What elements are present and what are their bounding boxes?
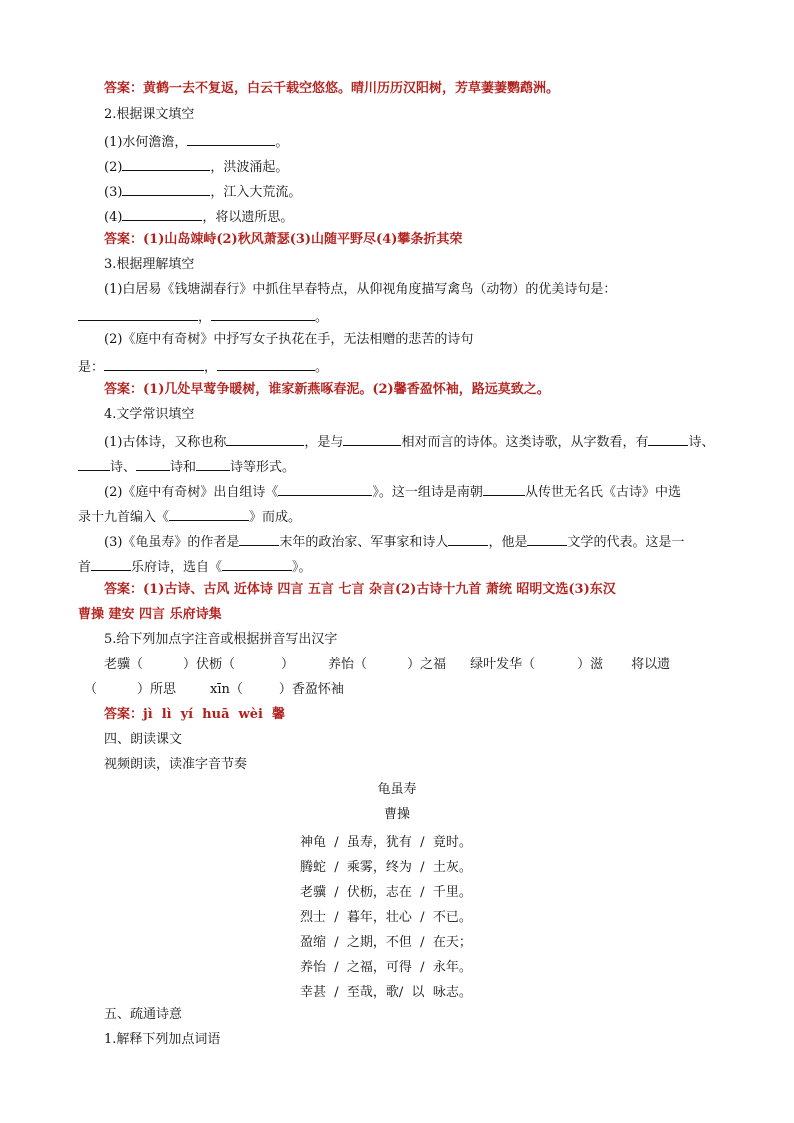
text: 录十九首编入《: [78, 510, 170, 525]
text: （: [84, 682, 98, 697]
q2-title: 2.根据课文填空: [104, 107, 195, 122]
section-4-subtitle: 视频朗读，读准字音节奏: [104, 757, 248, 772]
text: (2)《庭中有奇树》出自组诗《: [104, 485, 279, 500]
text: 老骥（: [104, 657, 144, 672]
text: 文学的代表。这是一: [567, 535, 685, 550]
q4-line-4: [78, 506, 301, 527]
section-4-title: 四、朗读课文: [104, 732, 183, 747]
fill-blank[interactable]: [187, 131, 275, 146]
text: ）所思: [137, 682, 177, 697]
prefix: 是：: [78, 360, 105, 375]
period: 。: [315, 360, 329, 375]
fill-blank[interactable]: [527, 531, 567, 546]
text: 》。这一组诗是南朝: [372, 485, 483, 500]
q4-answer-line-1: 答案：(1)古诗、古风 近体诗 四言 五言 七言 杂言(2)古诗十九首 萧统 昭明文选(3)东汉: [104, 582, 616, 597]
fill-blank[interactable]: [122, 156, 210, 171]
answer-huanghelou: 答案：黄鹤一去不复返，白云千载空悠悠。晴川历历汉阳树，芳草萋萋鹦鹉洲。: [104, 81, 560, 96]
q2-item-3-prefix: (3): [104, 185, 123, 200]
text: 绿叶发华（: [470, 657, 536, 672]
poem-line-7: 幸甚 / 至哉，歌/ 以 咏志。: [300, 985, 472, 1000]
text: 诗等形式。: [230, 460, 296, 475]
text: 将以遗: [631, 657, 671, 672]
fill-blank[interactable]: [122, 181, 210, 196]
q5-title: 5.给下列加点字注音或根据拼音写出汉字: [104, 632, 338, 647]
q5-line-1: [104, 656, 670, 674]
q3-answer: 答案：(1)几处早莺争暖树，谁家新燕啄春泥。(2)馨香盈怀袖，路远莫致之。: [104, 382, 550, 397]
q4-line-6: [78, 556, 312, 577]
q2-item-3-suffix: ，江入大荒流。: [210, 185, 302, 200]
fill-blank[interactable]: [169, 506, 249, 521]
fill-blank[interactable]: [239, 531, 279, 546]
fill-blank[interactable]: [136, 456, 170, 471]
q4-line-2: [78, 456, 295, 477]
fill-blank[interactable]: [343, 431, 401, 446]
fill-blank[interactable]: [448, 531, 488, 546]
q3-item-1-blanks: [78, 306, 328, 327]
text: ）香盈怀袖: [278, 682, 344, 697]
q3-item-2: (2)《庭中有奇树》中抒写女子执花在手，无法相赠的悲苦的诗句: [104, 332, 474, 347]
text: ）: [281, 657, 295, 672]
poem-line-4: 烈士 / 暮年，壮心 / 不已。: [300, 910, 472, 925]
q4-line-3: [104, 481, 681, 502]
text: 从传世无名氏《古诗》中选: [524, 485, 681, 500]
fill-blank[interactable]: [122, 206, 202, 221]
q2-item-4-suffix: ，将以遗所思。: [202, 210, 294, 225]
fill-blank[interactable]: [226, 431, 304, 446]
q2-item-1-suffix: 。: [275, 135, 289, 150]
text: 末年的政治家、军事家和诗人: [279, 535, 449, 550]
text: ，他是: [488, 535, 528, 550]
q2-answer: 答案：(1)山岛竦峙(2)秋风萧瑟(3)山随平野尽(4)攀条折其荣: [104, 232, 463, 247]
separator: ，: [198, 310, 212, 325]
fill-blank[interactable]: [211, 306, 315, 321]
fill-blank[interactable]: [222, 556, 292, 571]
q2-item-1: [104, 131, 288, 152]
section-5-title: 五、疏通诗意: [104, 1007, 183, 1022]
separator: ，: [204, 360, 218, 375]
poem-line-3: 老骥 / 伏枥，志在 / 千里。: [300, 885, 472, 900]
q3-title: 3.根据理解填空: [104, 257, 195, 272]
text: 养怡（: [328, 657, 368, 672]
text: ）滋: [577, 657, 604, 672]
poem-line-6: 养怡 / 之福，可得 / 永年。: [300, 960, 472, 975]
q2-item-2-prefix: (2): [104, 160, 123, 175]
poem-author: 曹操: [383, 807, 410, 822]
q2-item-4: [104, 206, 293, 227]
q2-item-2-suffix: ，洪波涌起。: [210, 160, 289, 175]
q2-item-2: [104, 156, 288, 177]
fill-blank[interactable]: [217, 356, 315, 371]
q5-answer: 答案：jì lì yí huā wèi 馨: [104, 707, 285, 722]
text: 相对而言的诗体。这类诗歌，从字数看，有: [401, 435, 649, 450]
text: ，是与: [304, 435, 344, 450]
text: ）之福: [407, 657, 447, 672]
text: 》而成。: [249, 510, 302, 525]
q2-item-3: [104, 181, 301, 202]
text: (3)《龟虽寿》的作者是: [104, 535, 240, 550]
text: ）伏枥（: [183, 657, 236, 672]
fill-blank[interactable]: [483, 481, 525, 496]
poem-line-1: 神龟 / 虽寿，犹有 / 竟时。: [300, 835, 472, 850]
text: 诗、: [110, 460, 137, 475]
text: 首: [78, 560, 92, 575]
q4-title: 4.文学常识填空: [104, 407, 195, 422]
fill-blank[interactable]: [196, 456, 230, 471]
q2-item-1-prefix: (1)水何澹澹，: [104, 135, 188, 150]
fill-blank[interactable]: [78, 456, 110, 471]
poem-line-2: 腾蛇 / 乘雾，终为 / 土灰。: [300, 860, 472, 875]
fill-blank[interactable]: [278, 481, 372, 496]
section-5-subtitle: 1.解释下列加点词语: [104, 1032, 221, 1047]
q3-item-1: (1)白居易《钱塘湖春行》中抓住早春特点，从仰视角度描写禽鸟（动物）的优美诗句是：: [104, 282, 617, 297]
fill-blank[interactable]: [648, 431, 688, 446]
q4-line-1: [104, 431, 714, 452]
text: 诗、: [688, 435, 715, 450]
q2-item-4-prefix: (4): [104, 210, 123, 225]
fill-blank[interactable]: [104, 356, 204, 371]
poem-line-5: 盈缩 / 之期，不但 / 在天；: [300, 935, 472, 950]
fill-blank[interactable]: [91, 556, 131, 571]
fill-blank[interactable]: [78, 306, 198, 321]
text: 》。: [292, 560, 312, 575]
q4-line-5: [104, 531, 684, 552]
q3-item-2-blanks: [78, 356, 328, 377]
q5-line-2: [84, 681, 344, 699]
text: (1)古体诗，又称也称: [104, 435, 227, 450]
period: 。: [315, 310, 329, 325]
q4-answer-line-2: 曹操 建安 四言 乐府诗集: [78, 607, 222, 622]
text: 乐府诗，选自《: [131, 560, 223, 575]
text: xīn（: [210, 682, 243, 697]
text: 诗和: [170, 460, 197, 475]
poem-title: 龟虽寿: [377, 782, 417, 797]
